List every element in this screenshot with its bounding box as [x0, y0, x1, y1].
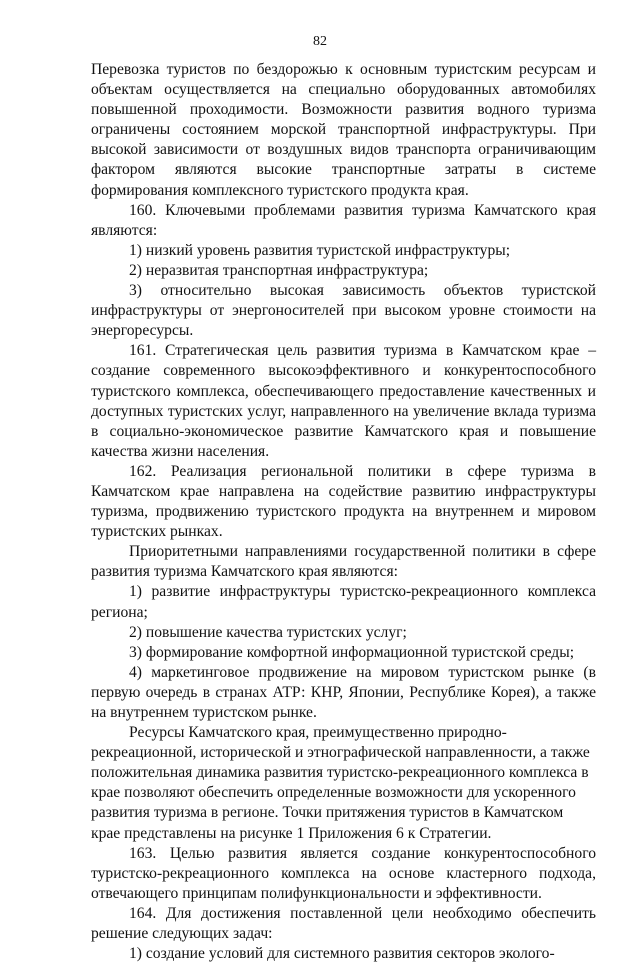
paragraph-priorities: Приоритетными направлениями государственной политики в сфере развития туризма Камчатского края являются:: [91, 543, 596, 581]
list-item: 3) относительно высокая зависимость объектов туристской инфраструктуры от энергоносителей при высоком уровне стоимости на энергоресурсы.: [91, 282, 596, 340]
paragraph-164: 164. Для достижения поставленной цели необходимо обеспечить решение следующих задач:: [91, 904, 596, 943]
list-item: 3) формирование комфортной информационной туристской среды;: [129, 643, 575, 661]
document-body: [91, 60, 596, 964]
paragraph-162: 162. Реализация региональной политики в сфере туризма в Камчатском крае направлена на содействие развитию инфраструктуры туризма, продвижению туристского продукта на внутреннем и мировом туристских рынках.: [91, 462, 596, 541]
list-item: 4) маркетинговое продвижение на мировом туристском рынке (в первую очередь в странах АТР: КНР, Японии, Республике Корея), а также на внутреннем туристском рынке.: [91, 663, 596, 721]
list-item: 1) низкий уровень развития туристской инфраструктуры;: [129, 241, 511, 259]
paragraph-163: 163. Целью развития является создание конкурентоспособного туристско-рекреационного комплекса на основе кластерного подхода, отвечающего принципам полифункциональности и эффективности.: [91, 844, 596, 902]
paragraph-160: 160. Ключевыми проблемами развития туризма Камчатского края являются:: [91, 201, 596, 239]
page-number: 82: [313, 34, 327, 49]
paragraph-transport: Перевозка туристов по бездорожью к основным туристским ресурсам и объектам осуществляется на специально оборудованных автомобилях повышенной проходимости. Возможности развития водного туризма ограничены состоянием морской транспортной инфраструктуры. При высокой зависимости от воздушных видов транспорта ограничивающим фактором являются высокие транспортные затраты в системе формирования комплексного туристского продукта края.: [91, 61, 596, 199]
list-item: 1) создание условий для системного развития секторов эколого-: [129, 945, 555, 963]
list-item: 1) развитие инфраструктуры туристско-рекреационного комплекса региона;: [91, 583, 596, 621]
list-item: 2) неразвитая транспортная инфраструктура;: [129, 261, 429, 279]
paragraph-resources: Ресурсы Камчатского края, преимущественно природно-рекреационной, исторической и этнографической направленности, а также положительная динамика развития туристско-рекреационного комплекса в крае позволяют обеспечить определенные возможности для ускоренного развития туризма в регионе. Точки притяжения туристов в Камчатском крае представлены на рисунке 1 Приложения 6 к Стратегии.: [91, 724, 590, 842]
list-item: 2) повышение качества туристских услуг;: [129, 623, 407, 641]
paragraph-161: 161. Стратегическая цель развития туризма в Камчатском крае – создание современного высокоэффективного и конкурентоспособного туристского комплекса, обеспечивающего предоставление качественных и доступных туристских услуг, направленного на увеличение вклада туризма в социально-экономическое развитие Камчатского края и повышение качества жизни населения.: [91, 342, 596, 460]
